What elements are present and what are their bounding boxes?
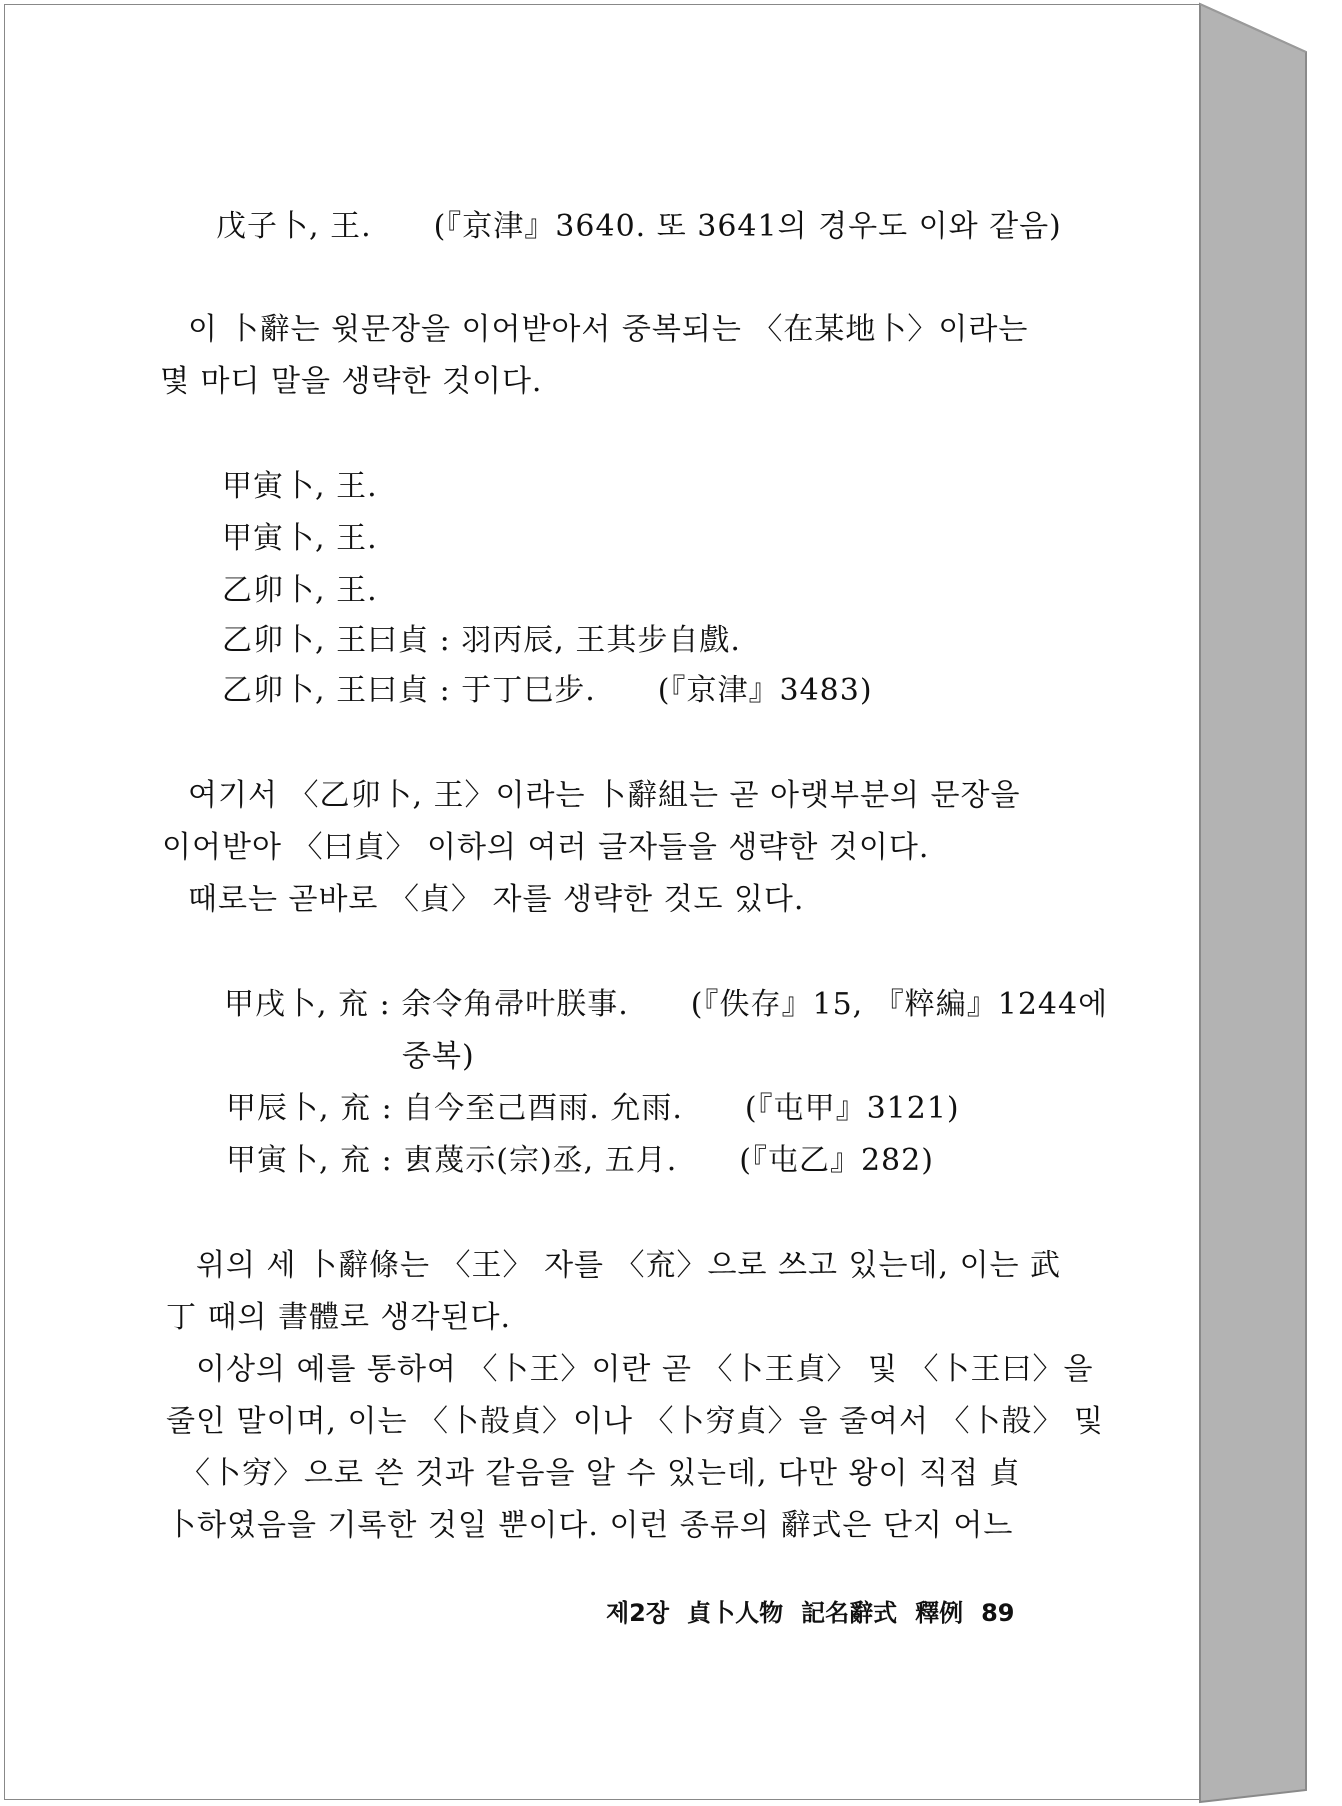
text-line-20: 〈卜穷〉으로 쓴 것과 같음을 알 수 있는데, 다만 왕이 직접 貞: [180, 1456, 1021, 1491]
page-number: 89: [981, 1599, 1015, 1627]
running-footer: [606, 1597, 1014, 1629]
text-line-2: 이 卜辭는 윗문장을 이어받아서 중복되는 〈在某地卜〉이라는: [188, 312, 1029, 347]
text-line-6: 乙卯卜, 王.: [222, 573, 378, 608]
footer-chapter: 제2장: [606, 1599, 670, 1627]
text-line-11: 때로는 곧바로 〈貞〉 자를 생략한 것도 있다.: [188, 882, 805, 917]
text-line-3: 몇 마디 말을 생략한 것이다.: [160, 364, 543, 399]
footer-title-1: 貞卜人物: [687, 1599, 784, 1627]
text-line-9: 여기서 〈乙卯卜, 王〉이라는 卜辭組는 곧 아랫부분의 문장을: [188, 778, 1021, 813]
text-line-12: 甲戌卜, 㐬 : 余令角帚叶朕事. (『佚存』15, 『粹編』1244에: [224, 987, 1109, 1022]
text-line-13: 중복): [402, 1039, 475, 1074]
text-line-14: 甲辰卜, 㐬 : 自今至己酉雨. 允雨. (『屯甲』3121): [226, 1091, 960, 1126]
footer-title-3: 釋例: [915, 1599, 964, 1627]
text-line-18: 이상의 예를 통하여 〈卜王〉이란 곧 〈卜王貞〉 및 〈卜王曰〉을: [196, 1352, 1094, 1387]
text-line-21: 卜하였음을 기록한 것일 뿐이다. 이런 종류의 辭式은 단지 어느: [166, 1508, 1014, 1543]
footer-title-2: 記名辭式: [801, 1599, 898, 1627]
text-line-17: 丁 때의 書體로 생각된다.: [166, 1300, 512, 1335]
text-line-4: 甲寅卜, 王.: [222, 469, 378, 504]
text-line-7: 乙卯卜, 王曰貞 : 羽丙辰, 王其步自戲.: [222, 623, 741, 658]
text-line-16: 위의 세 卜辭條는 〈王〉 자를 〈㐬〉으로 쓰고 있는데, 이는 武: [196, 1248, 1062, 1283]
text-line-10: 이어받아 〈曰貞〉 이하의 여러 글자들을 생략한 것이다.: [162, 830, 930, 865]
text-line-5: 甲寅卜, 王.: [222, 521, 378, 556]
text-line-1: 戊子卜, 王. (『京津』3640. 또 3641의 경우도 이와 같음): [216, 209, 1062, 244]
text-line-19: 줄인 말이며, 이는 〈卜㱿貞〉이나 〈卜穷貞〉을 줄여서 〈卜㱿〉 및: [166, 1404, 1105, 1439]
text-line-15: 甲寅卜, 㐬 : 叀蔑示(宗)丞, 五月. (『屯乙』282): [226, 1143, 934, 1178]
text-line-8: 乙卯卜, 王曰貞 : 于丁巳步. (『京津』3483): [222, 673, 873, 708]
